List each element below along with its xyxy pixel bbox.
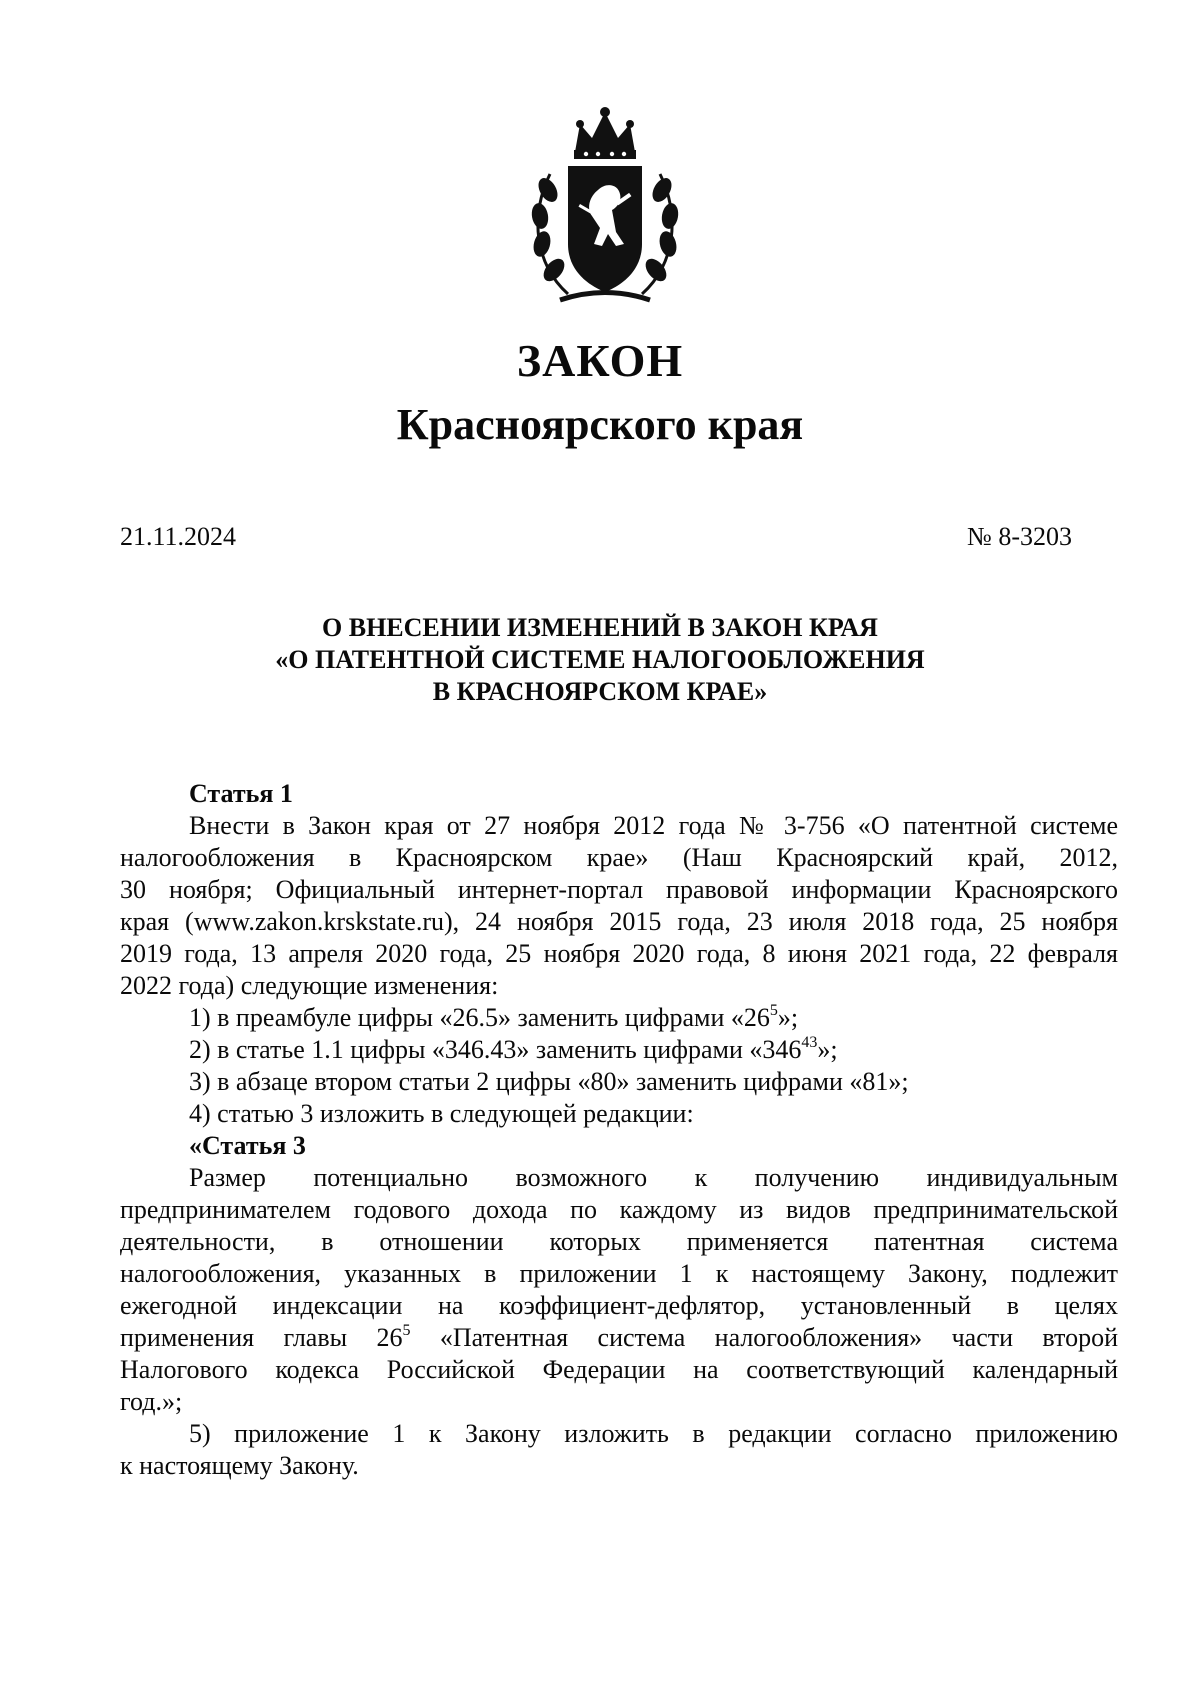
article-3-text-line: налогообложения, указанных в приложении 1 к настоящему Закону, подлежит: [120, 1259, 1118, 1288]
article-3-text-line: Размер потенциально возможного к получению индивидуальным: [189, 1163, 1118, 1192]
amendment-item-2: [120, 1034, 1118, 1066]
amendment-item-1: [120, 1002, 1118, 1034]
article-3-text: применения главы 26: [120, 1323, 403, 1352]
amendment-item-5-line: к настоящему Закону.: [120, 1451, 359, 1480]
superscript: 5: [402, 1322, 411, 1339]
document-title: ЗАКОН: [516, 335, 684, 386]
document-subtitle: Красноярского края: [396, 400, 804, 449]
article-1-title: Статья 1: [189, 779, 293, 808]
amendment-item-3: 3) в абзаце втором статьи 2 цифры «80» заменить цифрами «81»;: [189, 1067, 909, 1096]
article-3-text-line: Налогового кодекса Российской Федерации на соответствующий календарный: [120, 1355, 1118, 1384]
superscript: 43: [801, 1034, 818, 1051]
heading-line: О ВНЕСЕНИИ ИЗМЕНЕНИЙ В ЗАКОН КРАЯ: [322, 613, 878, 642]
article-1-text-line: Внести в Закон края от 27 ноября 2012 года № 3-756 «О патентной системе: [189, 811, 1118, 840]
heading-line: В КРАСНОЯРСКОМ КРАЕ»: [432, 677, 768, 706]
article-1-text-line: 30 ноября; Официальный интернет-портал правовой информации Красноярского: [120, 875, 1118, 904]
amendment-text: 1) в преамбуле цифры «26.5» заменить цифрами «26: [189, 1003, 770, 1032]
article-3-text: «Патентная система налогообложения» части второй: [410, 1323, 1118, 1352]
krasnoyarsk-coat-of-arms-icon: [520, 104, 690, 314]
article-3-title: «Статья 3: [189, 1131, 306, 1160]
document-date: 21.11.2024: [120, 522, 237, 551]
article-1-text-line: края (www.zakon.krskstate.ru), 24 ноября 2015 года, 23 июля 2018 года, 25 ноября: [120, 907, 1118, 936]
amendment-text-end: »;: [777, 1003, 799, 1032]
heading-line: «О ПАТЕНТНОЙ СИСТЕМЕ НАЛОГООБЛОЖЕНИЯ: [275, 645, 925, 674]
article-3-text-line: ежегодной индексации на коэффициент-дефлятор, установленный в целях: [120, 1291, 1118, 1320]
article-3-text-line: деятельности, в отношении которых применяется патентная система: [120, 1227, 1118, 1256]
document-heading: [0, 612, 1200, 708]
superscript: 5: [769, 1002, 778, 1019]
document-number: № 8-3203: [967, 522, 1072, 551]
article-3-text-line: предпринимателем годового дохода по каждому из видов предпринимательской: [120, 1195, 1118, 1224]
article-1-text-line: 2022 года) следующие изменения:: [120, 971, 499, 1000]
article-3-text-line: год.»;: [120, 1387, 183, 1416]
article-1-text-line: налогообложения в Красноярском крае» (Наш Красноярский край, 2012,: [120, 843, 1118, 872]
article-3-text-line: [120, 1322, 1118, 1354]
amendment-item-5: 5) приложение 1 к Закону изложить в редакции согласно приложению: [189, 1419, 1118, 1448]
article-1-text-line: 2019 года, 13 апреля 2020 года, 25 ноября 2020 года, 8 июня 2021 года, 22 февраля: [120, 939, 1118, 968]
document-body: [120, 778, 1118, 1482]
amendment-text: 2) в статье 1.1 цифры «346.43» заменить цифрами «346: [189, 1035, 802, 1064]
amendment-item-4: 4) статью 3 изложить в следующей редакции:: [189, 1099, 694, 1128]
amendment-text-end: »;: [817, 1035, 838, 1064]
